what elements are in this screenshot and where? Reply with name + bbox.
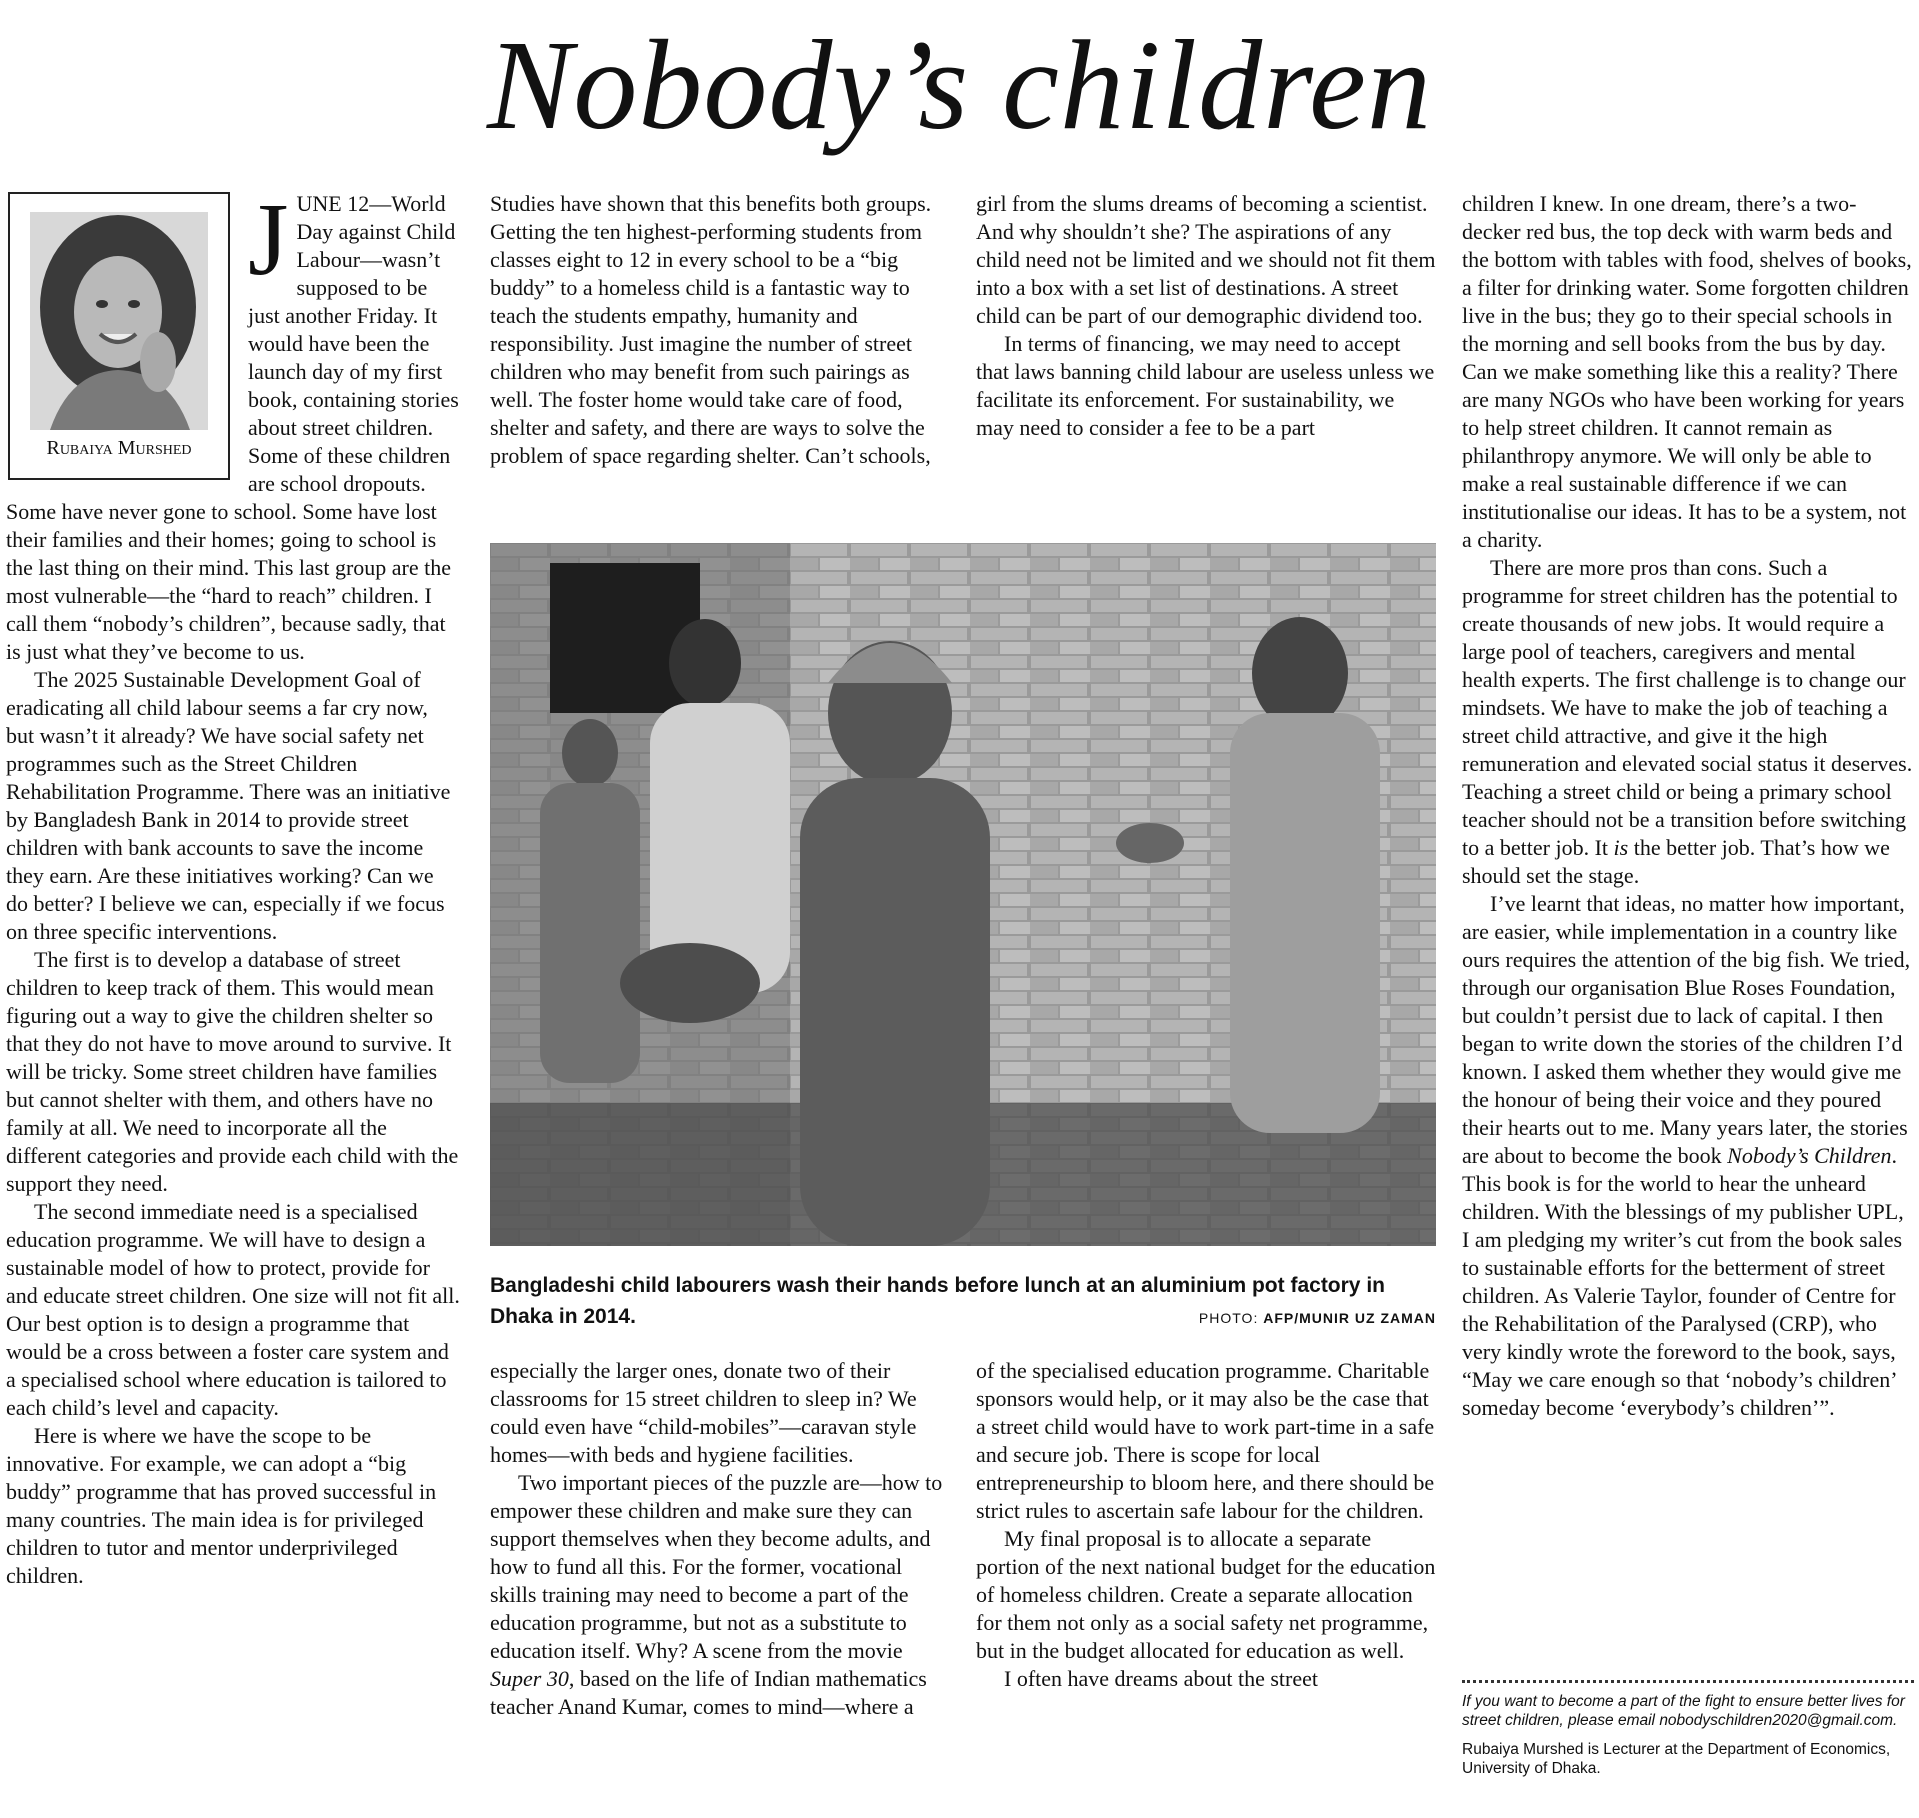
paragraph: In terms of financing, we may need to accept that laws banning child labour are useless unless we facilitate its enforcement. For sustainability, we may need to consider a fee to be a part (976, 331, 1435, 440)
paragraph: The second immediate need is a specialised education programme. We will have to design a sustainable model of how to protect, provide for and educate street children. One size will not fit all. Our best option is to design a programme that would be a cross between a foster care system and a specialised school where education is tailored to each child’s level and capacity. (6, 1199, 460, 1420)
article-column-3-bottom (976, 1357, 1436, 1693)
photo-caption: Bangladeshi child labourers wash their hands before lunch at an aluminium pot factory in Dhaka in 2014. (490, 1274, 1385, 1328)
paragraph: The 2025 Sustainable Development Goal of eradicating all child labour seems a far cry now, but wasn’t it already? We have social safety net programmes such as the Street Children Rehabilitation Programme. There was an initiative by Bangladesh Bank in 2014 to provide street children with bank accounts to save the income they earn. Are these initiatives working? Can we do better? I believe we can, especially if we focus on three specific interventions. (6, 667, 451, 944)
paragraph: girl from the slums dreams of becoming a scientist. And why shouldn’t she? The aspirations of any child need not be limited and we should not fit them into a box with a set list of destinations. A street child can be part of our demographic dividend too. (976, 191, 1436, 328)
paragraph: Two important pieces of the puzzle are—how to empower these children and make sure they can support themselves when they become adults, and how to fund all this. For the former, vocational skills training may need to become a part of the education programme, but not as a substitute to education itself. Why? A scene from the movie Super 30, based on the life of Indian mathematics teacher Anand Kumar, comes to mind—where a (490, 1470, 943, 1719)
author-name: Rubaiya Murshed (46, 437, 192, 459)
paragraph: I often have dreams about the street (1004, 1666, 1318, 1691)
photo-credit: PHOTO: AFP/MUNIR UZ ZAMAN (1198, 1310, 1436, 1326)
paragraph: especially the larger ones, donate two of their classrooms for 15 street children to sleep in? We could even have “child-mobiles”—caravan style homes—with beds and hygiene facilities. (490, 1358, 917, 1467)
paragraph: children I knew. In one dream, there’s a two-decker red bus, the top deck with warm beds and the bottom with tables with food, shelves of books, a filter for drinking water. Some forgotten children live in the bus; they go to their special schools in the morning and sell books from the bus by day. Can we make something like this a reality? There are many NGOs who have been working for years to help street children. It cannot remain as philanthropy anymore. We will only be able to make a real sustainable difference if we can institutionalise our ideas. It has to be a system, not a charity. (1462, 191, 1912, 552)
divider (1462, 1680, 1914, 1683)
author-bio: Rubaiya Murshed is Lecturer at the Department of Economics, University of Dhaka. (1462, 1741, 1891, 1777)
news-photo (490, 543, 1436, 1246)
contact-email-link[interactable]: nobodyschildren2020@gmail.com. (1659, 1712, 1898, 1729)
author-note (1462, 1692, 1914, 1778)
child-labourers-photo (490, 543, 1436, 1246)
article-column-1 (6, 182, 460, 1810)
paragraph: My final proposal is to allocate a separate portion of the next national budget for the education of homeless children. Create a separate allocation for them not only as a social safety net programme, but in the budget allocated for education as well. (976, 1526, 1436, 1663)
article-column-3-top (976, 190, 1436, 442)
paragraph: JUNE 12—World Day against Child Labour—wasn’t supposed to be just another Friday. It would have been the launch day of my first book, containing stories about street children. Some of these children are school dropouts. Some have never gone to school. Some have lost their families and their homes; going to school is the last thing on their mind. This last group are the most vulnerable—the “hard to reach” children. I call them “nobody’s children”, because sadly, that is just what they’ve become to us. (6, 182, 459, 664)
paragraph: of the specialised education programme. Charitable sponsors would help, or it may also be the case that a street child would have to work part-time in a safe and secure job. There is scope for local entrepreneurship to bloom here, and there should be strict rules to ascertain safe labour for the children. (976, 1358, 1435, 1523)
drop-cap: J (248, 182, 289, 297)
paragraph: The first is to develop a database of street children to keep track of them. This would mean figuring out a way to give the children shelter so that they do not have to move around to survive. It will be tricky. Some street children have families but cannot shelter with them, and others have no family at all. We need to incorporate all the different categories and provide each child with the support they need. (6, 947, 459, 1196)
paragraph: Studies have shown that this benefits both groups. Getting the ten highest-performing students from classes eight to 12 in every school to be a “big buddy” to a homeless child is a fantastic way to teach the students empathy, humanity and responsibility. Just imagine the number of street children who may benefit from such pairings as well. The foster home would take care of food, shelter and safety, and there are ways to solve the problem of space regarding shelter. Can’t schools, (490, 191, 932, 468)
paragraph: Here is where we have the scope to be innovative. For example, we can adopt a “big buddy” programme that has proved successful in many countries. The main idea is for privileged children to tutor and mentor underprivileged children. (6, 1423, 437, 1588)
movie-title: Super 30 (490, 1666, 569, 1691)
call-to-action: If you want to become a part of the fight to ensure better lives for street children, please email nobodyschildren2020@gmail.com. (1462, 1693, 1905, 1729)
paragraph: I’ve learnt that ideas, no matter how important, are easier, while implementation in a country like ours requires the attention of the big fish. We tried, through our organisation Blue Roses Foundation, but couldn’t persist due to lack of capital. I then began to write down the stories of the children I’d known. I asked them whether they would give me the honour of being their voice and they poured their hearts out to me. Many years later, the stories are about to become the book Nobody’s Children. This book is for the world to hear the unheard children. With the blessings of my publisher UPL, I am pledging my writer’s cut from the book sales to sustainable efforts for the betterment of street children. As Valerie Taylor, founder of Centre for the Rehabilitation of the Paralysed (CRP), who very kindly wrote the foreword to the book, says, “May we care enough so that ‘nobody’s children’ someday become ‘everybody’s children’”. (1462, 891, 1911, 1420)
author-box (8, 192, 230, 480)
page-title: Nobody’s children (487, 14, 1432, 156)
article-column-4 (1462, 190, 1914, 1650)
author-portrait-image (30, 212, 208, 430)
book-title: Nobody’s Children (1727, 1143, 1892, 1168)
article-column-2-top (490, 190, 950, 470)
author-photo (30, 212, 208, 430)
article-column-2-bottom (490, 1357, 950, 1721)
paragraph: There are more pros than cons. Such a programme for street children has the potential to create thousands of new jobs. It would require a large pool of teachers, caregivers and mental health experts. The first challenge is to change our mindsets. We have to make the job of teaching a street child attractive, and give it the high remuneration and elevated social status it deserves. Teaching a street child or being a primary school teacher should not be a transition before switching to a better job. It is the better job. That’s how we should set the stage. (1462, 555, 1913, 888)
